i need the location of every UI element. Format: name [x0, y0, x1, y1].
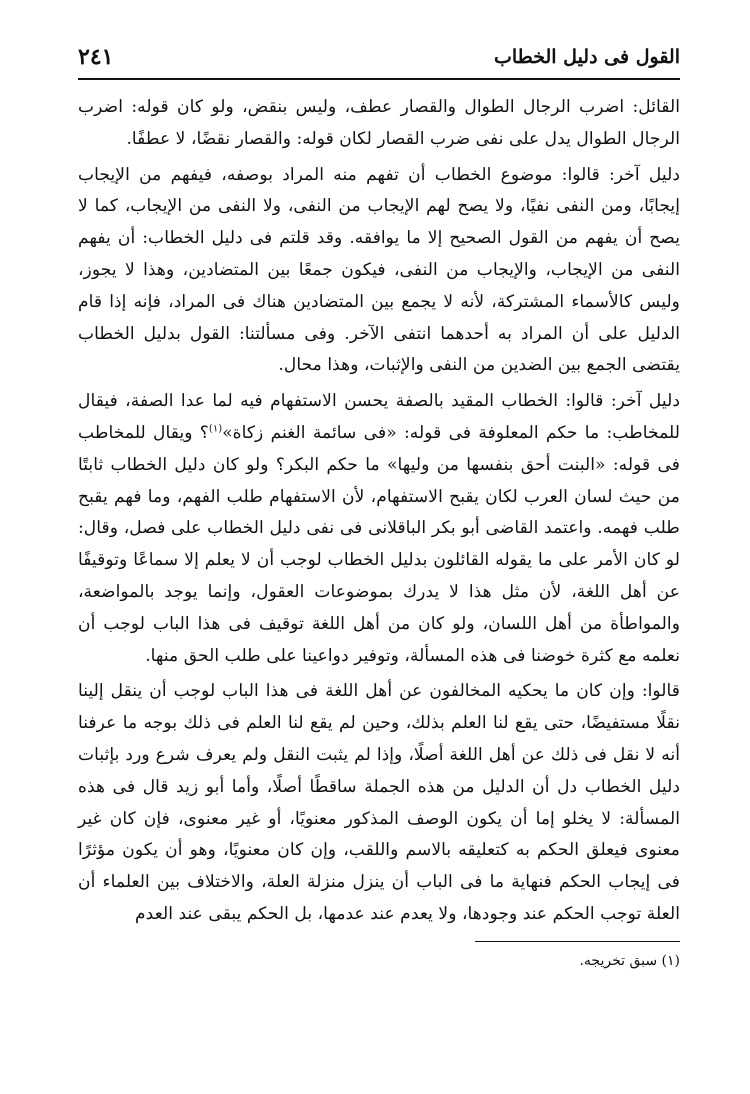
footnote: (١) سبق تخريجه.	[579, 952, 680, 969]
footnote-reference: (١)	[208, 423, 223, 435]
running-header	[78, 40, 680, 80]
paragraph-text: دليل آخر: قالوا: الخطاب المقيد بالصفة يحسن الاستفهام فيه لما عدا الصفة، فيقال للمخاطب: ما حكم المعلوفة فى قوله: «فى سائمة الغنم زكاة»	[78, 391, 680, 443]
book-page	[78, 40, 680, 1070]
body-text	[78, 92, 680, 931]
paragraph: القائل: اضرب الرجال الطوال والقصار عطف، وليس بنقض، ولو كان قوله: اضرب الرجال الطوال يدل على نفى ضرب القصار لكان قوله: والقصار نقضًا، لا عطفًا.	[78, 97, 680, 149]
running-title: القول فى دليل الخطاب	[493, 46, 680, 68]
paragraph-text: ؟ ويقال للمخاطب فى قوله: «البنت أحق بنفسها من وليها» ما حكم البكر؟ ولو كان دليل الخطاب ثابتًا من حيث لسان العرب لكان يقبح الاستفهام، لأن الاستفهام طلب الفهم، وما فهم يقبح طلب فهمه. واعتمد القاضى أبو بكر الباقلانى فى نفى دليل الخطاب على فصل، وقال: لو كان الأمر على ما يقوله القائلون بدليل الخطاب لوجب أن لا يعلم إلا سماعًا وتوقيفًا عن أهل اللغة، لأن مثل هذا لا يدرك بموضوعات العقول، وإنما يوجد بالمواضعة، والمواطأة من أهل اللسان، ولو كان من أهل اللغة توقيف فى هذا الباب لوجب أن نعلمه مع كثرة خوضنا فى هذه المسألة، وتوفير دواعينا على طلب الحق منها.	[78, 422, 680, 666]
paragraph: دليل آخر: قالوا: موضوع الخطاب أن تفهم منه المراد بوصفه، فيفهم من الإيجاب إيجابًا، ومن النفى نفيًا، ولا يصح لهم الإيجاب من النفى، ولا النفى من الإيجاب، كما لا يصح أن يفهم من القول الصحيح إلا ما يوافقه. وقد قلتم فى دليل الخطاب: أن يفهم النفى من الإيجاب، والإيجاب من النفى، فيكون جمعًا بين المتضادين، وهذا لا يجوز، وليس كالأسماء المشتركة، لأنه لا يجمع بين المتضادين هناك فى المراد، فإنه إذا قام الدليل على أن المراد به أحدهما انتفى الآخر. وفى مسألتنا: القول بدليل الخطاب يقتضى الجمع بين الضدين من النفى والإثبات، وهذا محال.	[78, 164, 680, 376]
paragraph: قالوا: وإن كان ما يحكيه المخالفون عن أهل اللغة فى هذا الباب لوجب أن ينقل إلينا نقلًا مستفيضًا، حتى يقع لنا العلم بذلك، وحين لم يقع لنا العلم فى ذلك بوجه ما عرفنا أنه لا نقل فى ذلك عن أهل اللغة أصلًا، وإذا لم يثبت النقل ولم يعرف شرع ورد بإثبات دليل الخطاب دل أن الدليل من هذه الجملة ساقطًا أصلًا، وأما أبو زيد قال فى هذه المسألة: لا يخلو إما أن يكون الوصف المذكور معنويًا، أو غير معنوى، فإن كان غير معنوى فيعلق الحكم به كتعليقه بالاسم واللقب، وإن كان معنويًا، وهو أن يكون مؤثرًا فى إيجاب الحكم فنهاية ما فى الباب أن ينزل منزلة العلة، والاختلاف بين العلماء أن العلة توجب الحكم عند وجودها، ولا يعدم عند عدمها، بل الحكم يبقى عند العدم	[78, 681, 680, 924]
paragraph	[78, 386, 680, 672]
page-number: ٢٤١	[78, 44, 114, 70]
footnote-divider	[475, 941, 680, 942]
